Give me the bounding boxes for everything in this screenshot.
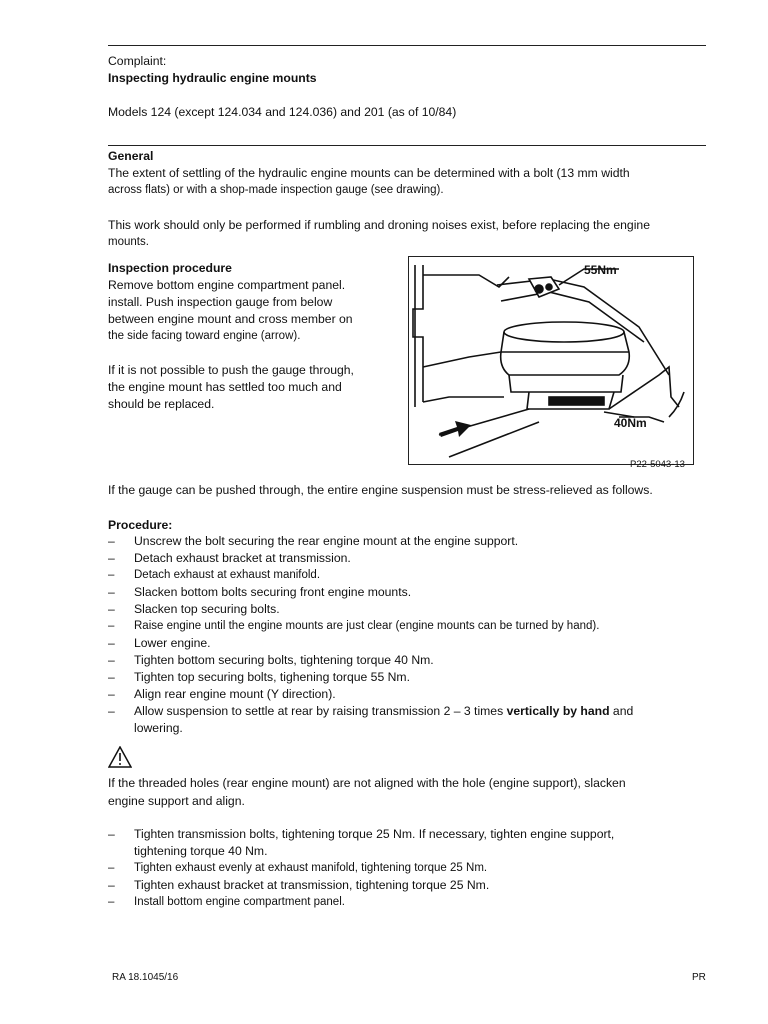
list-item: – Install bottom engine compartment panel. [108,896,345,908]
warning-triangle-icon [108,746,132,768]
inspection-line: If it is not possible to push the gauge through, [108,363,354,377]
list-item: – Unscrew the bolt securing the rear engine mount at the engine support. [108,534,519,548]
general-para1-line2: across flats) or with a shop-made inspection gauge (see drawing). [108,184,444,196]
list-item: – Slacken top securing bolts. [108,602,280,616]
list-item: – Allow suspension to settle at rear by raising transmission 2 – 3 times vertically by hand and lowering. [108,704,634,735]
list-item: – Raise engine until the engine mounts are just clear (engine mounts can be turned by hand). [108,620,600,632]
top-rule [108,45,706,46]
list-item: – Detach exhaust bracket at transmission. [108,551,351,565]
page-title: Inspecting hydraulic engine mounts [108,71,317,85]
general-heading: General [108,149,154,163]
list-item: – Tighten top securing bolts, tighening torque 55 Nm. [108,670,410,684]
final-steps-list [108,826,688,911]
general-para2-line1: This work should only be performed if rumbling and droning noises exist, before replacing the engine [108,218,650,232]
inspection-line: install. Push inspection gauge from below [108,295,333,309]
inspection-line: between engine mount and cross member on [108,312,353,326]
engine-mount-icon [409,257,693,464]
stress-relief-note: If the gauge can be pushed through, the entire engine suspension must be stress-relieved as follows. [108,483,653,497]
list-item: – Slacken bottom bolts securing front engine mounts. [108,585,412,599]
engine-mount-drawing [408,256,694,465]
inspection-line: the side facing toward engine (arrow). [108,330,301,342]
models-line: Models 124 (except 124.034 and 124.036) and 201 (as of 10/84) [108,105,457,119]
procedure-list [108,533,688,737]
general-para1-line1: The extent of settling of the hydraulic engine mounts can be determined with a bolt (13 mm width [108,166,630,180]
complaint-label: Complaint: [108,54,167,68]
inspection-line: should be replaced. [108,397,215,411]
inspection-line: Remove bottom engine compartment panel. [108,278,346,292]
inspection-heading: Inspection procedure [108,261,232,275]
list-item: – Tighten exhaust evenly at exhaust manifold, tightening torque 25 Nm. [108,862,488,874]
list-item: – Align rear engine mount (Y direction). [108,687,336,701]
general-rule [108,145,706,146]
warning-line2: engine support and align. [108,794,245,808]
torque-label-40: 40Nm [614,416,647,430]
list-item: – Tighten transmission bolts, tightening torque 25 Nm. If necessary, tighten engine support, tightening torque 40 Nm. [108,827,615,858]
inspection-line: the engine mount has settled too much and [108,380,342,394]
general-para2-line2: mounts. [108,236,149,248]
list-item: – Tighten bottom securing bolts, tightening torque 40 Nm. [108,653,434,667]
list-item: – Tighten exhaust bracket at transmission, tightening torque 25 Nm. [108,878,490,892]
procedure-heading: Procedure: [108,518,173,532]
list-item: – Lower engine. [108,636,211,650]
list-item: – Detach exhaust at exhaust manifold. [108,569,321,581]
document-code: RA 18.1045/16 [112,972,179,983]
warning-line1: If the threaded holes (rear engine mount) are not aligned with the hole (engine support), slacken [108,776,626,790]
page-marker: PR [692,972,706,983]
figure-caption: P22-5043-13 [630,459,685,470]
torque-label-55: 55Nm [584,263,617,277]
